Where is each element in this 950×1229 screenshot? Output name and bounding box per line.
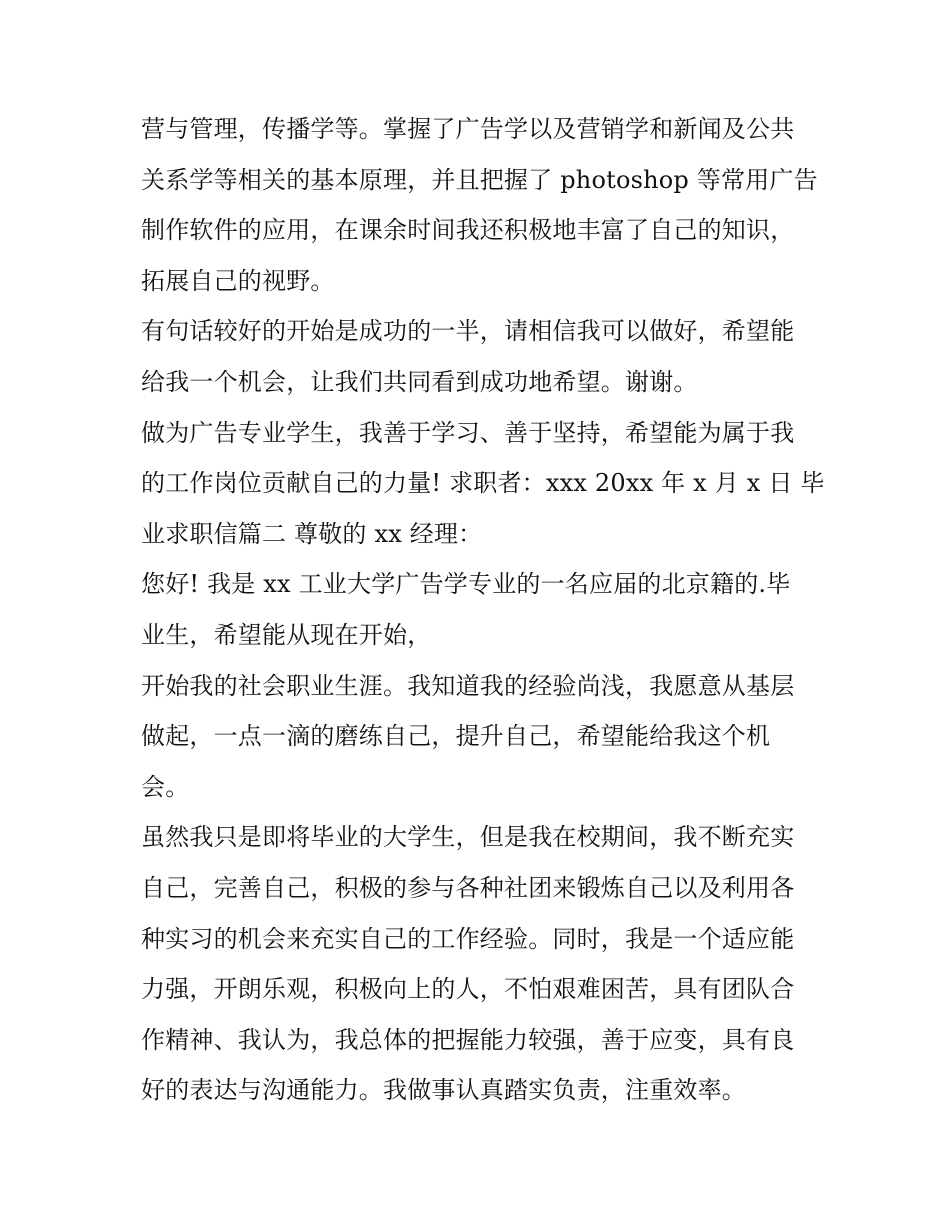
text-line-5: 有句话较好的开始是成功的一半，请相信我可以做好，希望能 <box>141 317 795 346</box>
text-line-20: 好的表达与沟通能力。我做事认真踏实负责，注重效率。 <box>141 1076 746 1105</box>
text-line-9: 业求职信篇二 尊敬的 xx 经理： <box>141 519 483 548</box>
text-line-6: 给我一个机会，让我们共同看到成功地希望。谢谢。 <box>141 367 698 396</box>
text-line-15: 虽然我只是即将毕业的大学生，但是我在校期间，我不断充实 <box>141 823 795 852</box>
text-line-12: 开始我的社会职业生涯。我知道我的经验尚浅，我愿意从基层 <box>141 671 795 700</box>
text-line-14: 会。 <box>141 772 190 801</box>
text-line-3: 制作软件的应用，在课余时间我还积极地丰富了自己的知识， <box>141 216 795 245</box>
text-line-19: 作精神、我认为，我总体的把握能力较强，善于应变，具有良 <box>141 1025 795 1054</box>
text-line-17: 种实习的机会来充实自己的工作经验。同时，我是一个适应能 <box>141 924 795 953</box>
text-line-7: 做为广告专业学生，我善于学习、善于坚持，希望能为属于我 <box>141 418 795 447</box>
text-line-8: 的工作岗位贡献自己的力量! 求职者：xxx 20xx 年 x 月 x 日 毕 <box>141 469 825 498</box>
text-line-13: 做起，一点一滴的磨练自己，提升自己，希望能给我这个机 <box>141 722 771 751</box>
text-line-16: 自己，完善自己，积极的参与各种社团来锻炼自己以及利用各 <box>141 873 795 902</box>
text-line-2: 关系学等相关的基本原理，并且把握了 photoshop 等常用广告 <box>141 165 818 194</box>
text-line-11: 业生，希望能从现在开始， <box>141 620 432 649</box>
text-line-4: 拓展自己的视野。 <box>141 266 335 295</box>
text-line-10: 您好! 我是 xx 工业大学广告学专业的一名应届的北京籍的.毕 <box>141 570 791 599</box>
text-line-1: 营与管理，传播学等。掌握了广告学以及营销学和新闻及公共 <box>141 115 795 143</box>
text-line-18: 力强，开朗乐观，积极向上的人，不怕艰难困苦，具有团队合 <box>141 975 795 1004</box>
document-body <box>141 104 825 1116</box>
